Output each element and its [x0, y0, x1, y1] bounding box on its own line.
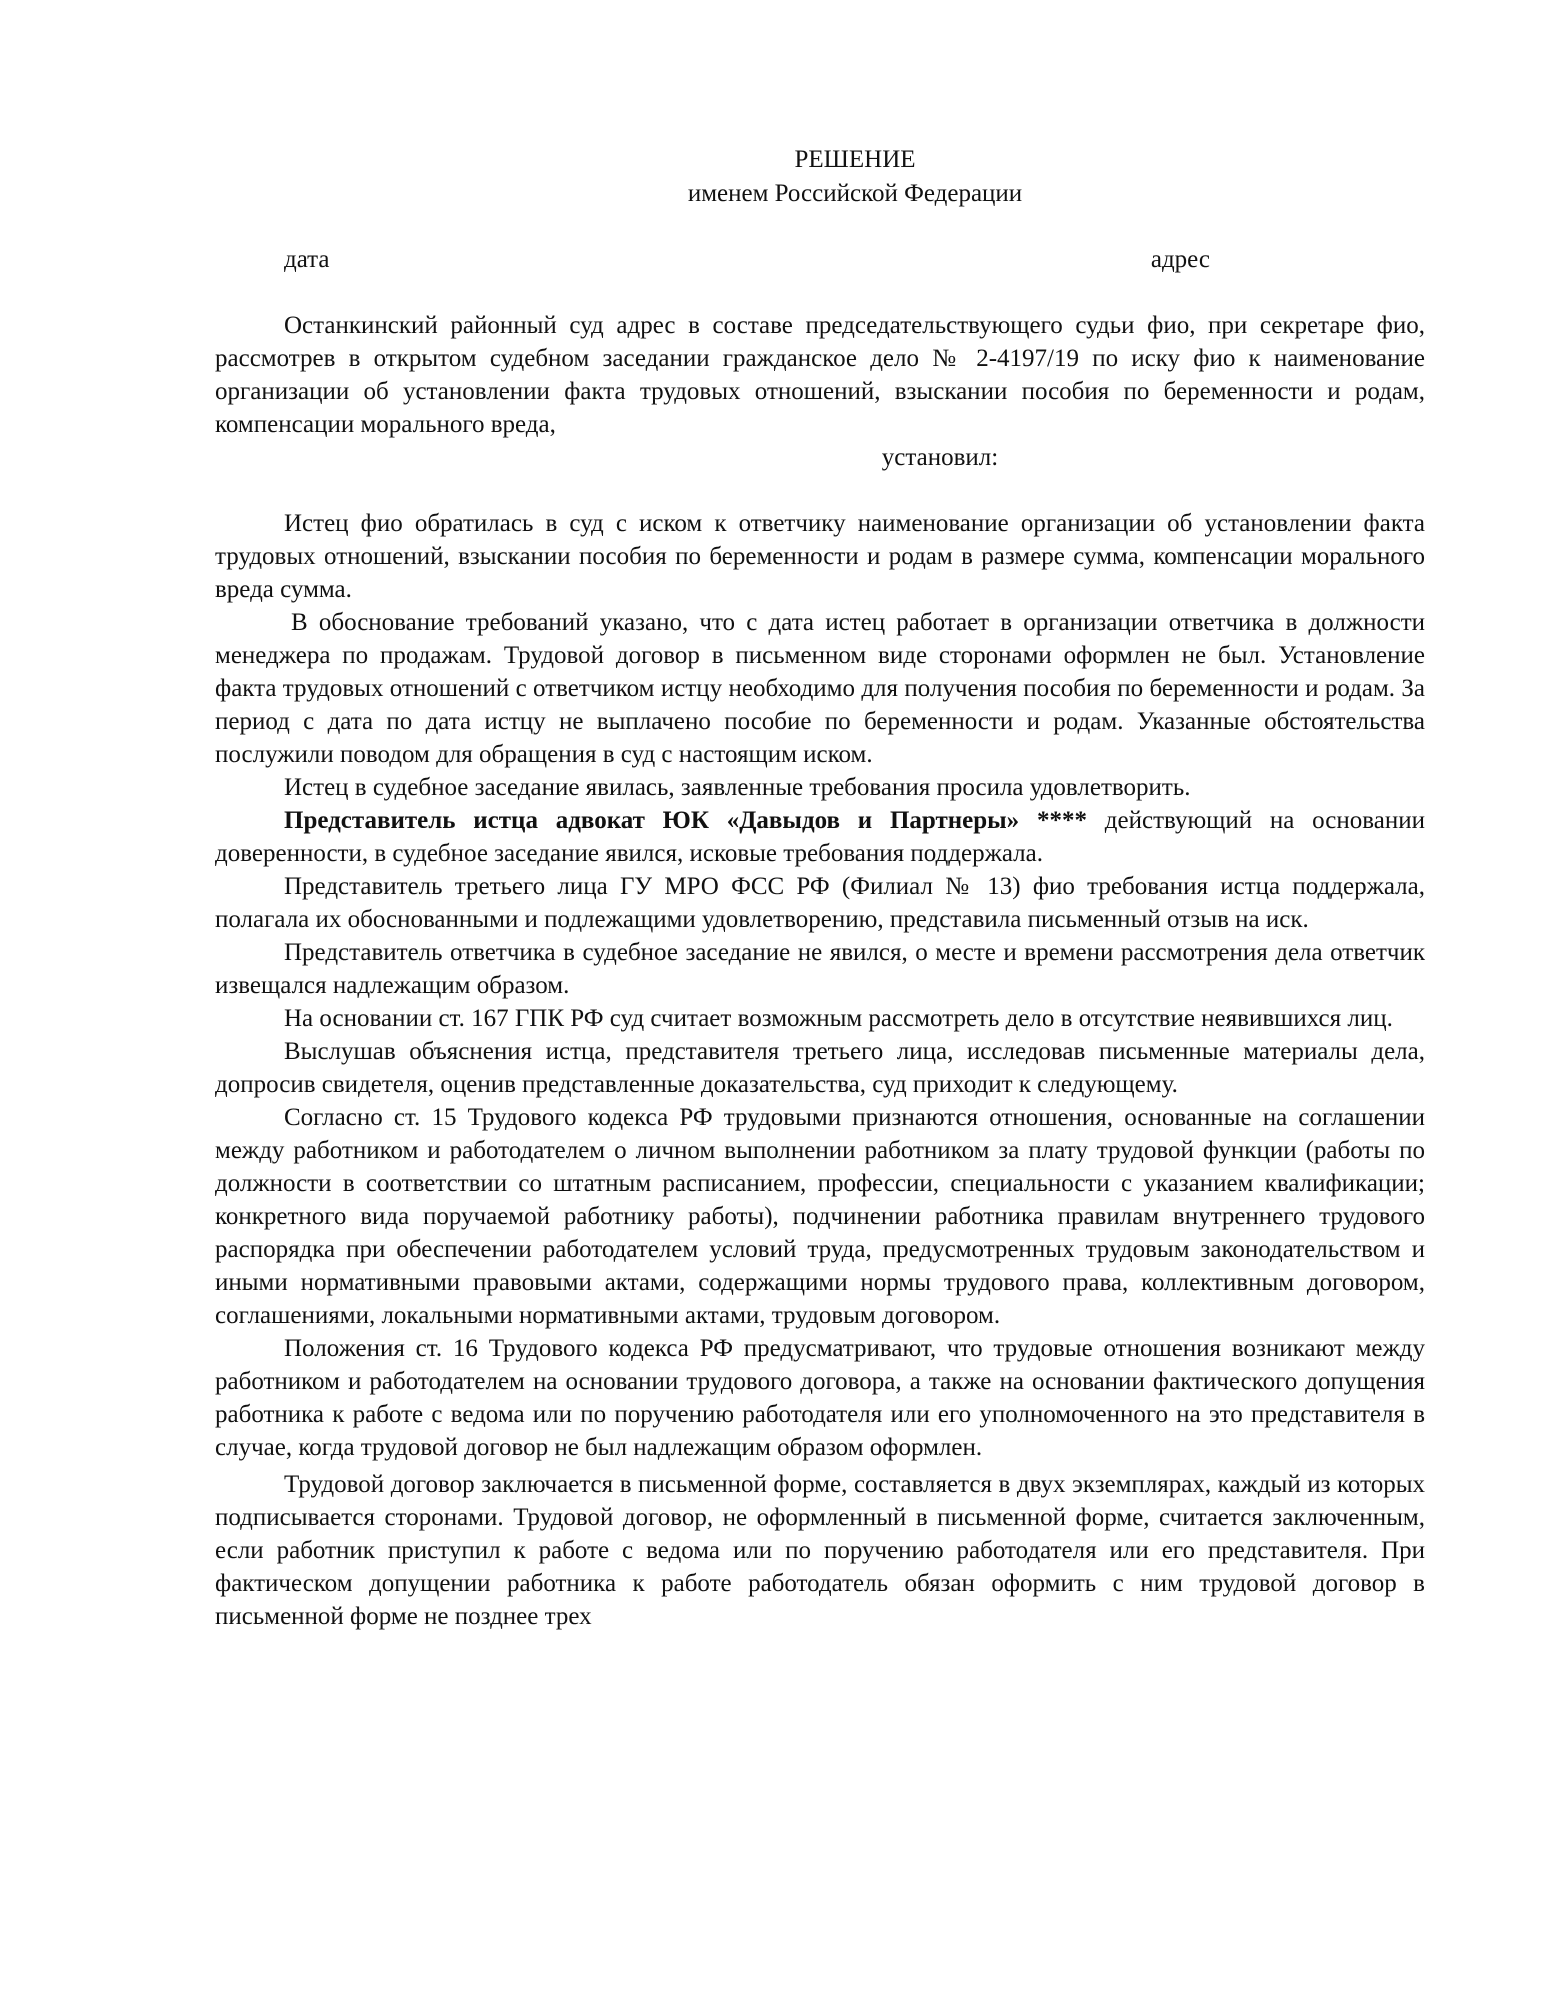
intro-paragraph: Останкинский районный суд адрес в составе председательствующего судьи фио, при секретаре фио, рассмотрев в открытом судебном заседании гражданское дело № 2-4197/19 по иску фио к наименование организации об установлении факта трудовых отношений, взыскании пособия по беременности и родам, компенсации морального вреда, [215, 312, 1425, 438]
representative-rest-text: действующий на основании доверенности, в судебное заседание явился, исковые требования поддержала. [215, 807, 1425, 867]
paragraph-claim: Истец фио обратилась в суд с иском к ответчику наименование организации об установлении факта трудовых отношений, взыскании пособия по беременности и родам в размере сумма, компенсации морального вреда сумма. [215, 510, 1425, 603]
paragraph-contract-form: Трудовой договор заключается в письменной форме, составляется в двух экземплярах, каждый из которых подписывается сторонами. Трудовой договор, не оформленный в письменной форме, считается заключенным, если работник приступил к работе с ведома или по поручению работодателя или его представителя. При фактическом допущении работника к работе работодатель обязан оформить с ним трудовой договор в письменной форме не позднее трех [215, 1471, 1425, 1630]
representative-bold-text: Представитель истца адвокат ЮК «Давыдов и Партнеры» **** [284, 807, 1087, 834]
established-heading: установил: [881, 444, 999, 471]
paragraph-defendant: Представитель ответчика в судебное заседание не явился, о месте и времени рассмотрения дела ответчик извещался надлежащим образом. [215, 939, 1425, 999]
date-label: дата [284, 246, 330, 273]
paragraph-art-167: На основании ст. 167 ГПК РФ суд считает возможным рассмотреть дело в отсутствие неявившихся лиц. [284, 1005, 1393, 1032]
document-title: РЕШЕНИЕ [794, 146, 916, 173]
paragraph-art-15: Согласно ст. 15 Трудового кодекса РФ трудовыми признаются отношения, основанные на соглашении между работником и работодателем о личном выполнении работником за плату трудовой функции (работы по должности в соответствии со штатным расписанием, профессии, специальности с указанием квалификации; конкретного вида поручаемой работнику работы), подчинении работника правилам внутреннего трудового распорядка при обеспечении работодателем условий труда, предусмотренных трудовым законодательством и иными нормативными правовыми актами, содержащими нормы трудового права, коллективным договором, соглашениями, локальными нормативными актами, трудовым договором. [215, 1104, 1425, 1329]
address-label: адрес [1150, 246, 1210, 273]
date-address-row [284, 243, 1210, 276]
paragraph-grounds: В обоснование требований указано, что с дата истец работает в организации ответчика в должности менеджера по продажам. Трудовой договор в письменном виде сторонами оформлен не был. Установление факта трудовых отношений с ответчиком истцу необходимо для получения пособия по беременности и родам. За период с дата по дата истцу не выплачено пособие по беременности и родам. Указанные обстоятельства послужили поводом для обращения в суд с настоящим иском. [215, 609, 1425, 768]
paragraph-art-16: Положения ст. 16 Трудового кодекса РФ предусматривают, что трудовые отношения возникают между работником и работодателем на основании трудового договора, а также на основании фактического допущения работника к работе с ведома или по поручению работодателя или его уполномоченного на это представителя в случае, когда трудовой договор не был надлежащим образом оформлен. [215, 1335, 1425, 1461]
paragraph-hearing: Выслушав объяснения истца, представителя третьего лица, исследовав письменные материалы дела, допросив свидетеля, оценив представленные доказательства, суд приходит к следующему. [215, 1038, 1425, 1098]
document-subtitle: именем Российской Федерации [687, 180, 1023, 207]
paragraph-plaintiff-representative [215, 804, 1425, 870]
paragraph-plaintiff-attended: Истец в судебное заседание явилась, заявленные требования просила удовлетворить. [284, 774, 1191, 801]
paragraph-third-party: Представитель третьего лица ГУ МРО ФСС РФ (Филиал № 13) фио требования истца поддержала, полагала их обоснованными и подлежащими удовлетворению, представила письменный отзыв на иск. [215, 873, 1425, 933]
document-body [215, 309, 1425, 1633]
